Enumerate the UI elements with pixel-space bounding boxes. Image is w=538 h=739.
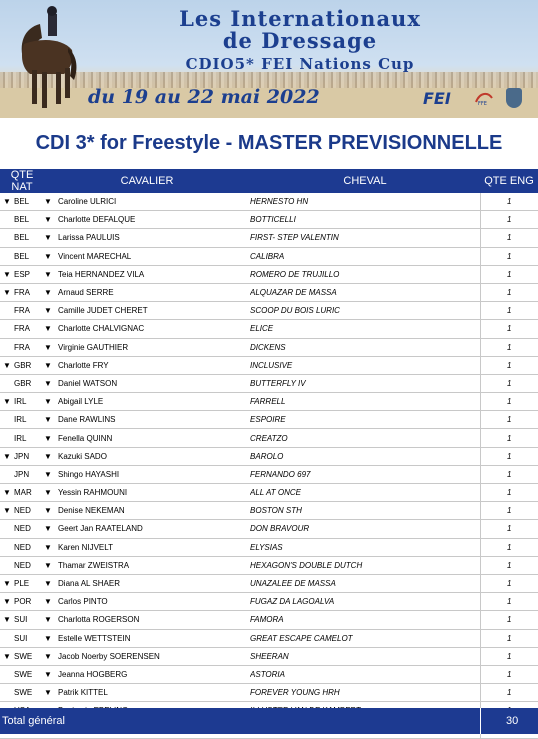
horse-cell: ALQUAZAR DE MASSA bbox=[250, 283, 480, 301]
nation-toggle-cell bbox=[0, 283, 14, 301]
rider-cell bbox=[44, 193, 250, 211]
table-row bbox=[0, 320, 538, 338]
horse-cell: FOREVER YOUNG HRH bbox=[250, 684, 480, 702]
horse-cell: ELICE bbox=[250, 320, 480, 338]
table-row bbox=[0, 593, 538, 611]
rider-cell bbox=[44, 611, 250, 629]
expand-triangle-icon[interactable]: ▼ bbox=[44, 415, 52, 425]
nation-toggle-cell bbox=[0, 193, 14, 211]
nation-toggle-cell bbox=[0, 538, 14, 556]
rider-cell bbox=[44, 320, 250, 338]
expand-triangle-icon[interactable]: ▼ bbox=[44, 469, 52, 479]
nation-toggle-cell bbox=[0, 629, 14, 647]
table-row bbox=[0, 520, 538, 538]
horse-cell: ELYSIAS bbox=[250, 538, 480, 556]
rider-cell bbox=[44, 538, 250, 556]
rider-cell bbox=[44, 247, 250, 265]
nation-cell: NED bbox=[14, 556, 44, 574]
nation-toggle-cell bbox=[0, 484, 14, 502]
rider-name: Denise NEKEMAN bbox=[58, 506, 125, 516]
rider-name: Caroline ULRICI bbox=[58, 197, 117, 207]
expand-triangle-icon[interactable]: ▼ bbox=[44, 542, 52, 552]
qte-eng-cell: 1 bbox=[480, 393, 538, 411]
nation-toggle-cell bbox=[0, 465, 14, 483]
nation-toggle-cell bbox=[0, 593, 14, 611]
event-banner bbox=[0, 0, 538, 118]
expand-triangle-icon[interactable]: ▼ bbox=[3, 651, 11, 661]
rider-name: Karen NIJVELT bbox=[58, 542, 113, 552]
expand-triangle-icon[interactable]: ▼ bbox=[3, 397, 11, 407]
table-row bbox=[0, 356, 538, 374]
expand-triangle-icon[interactable]: ▼ bbox=[44, 397, 52, 407]
nation-toggle-cell bbox=[0, 556, 14, 574]
table-row bbox=[0, 211, 538, 229]
nation-toggle-cell bbox=[0, 447, 14, 465]
horse-cell: BAROLO bbox=[250, 447, 480, 465]
rider-name: Camille JUDET CHERET bbox=[58, 306, 148, 316]
qte-eng-cell: 1 bbox=[480, 356, 538, 374]
nation-toggle-cell bbox=[0, 574, 14, 592]
total-value: 30 bbox=[506, 715, 519, 727]
qte-eng-cell: 1 bbox=[480, 629, 538, 647]
expand-triangle-icon[interactable]: ▼ bbox=[44, 506, 52, 516]
rider-name: Larissa PAULUIS bbox=[58, 233, 120, 243]
expand-triangle-icon[interactable]: ▼ bbox=[44, 560, 52, 570]
qte-eng-cell: 1 bbox=[480, 302, 538, 320]
nation-cell: IRL bbox=[14, 411, 44, 429]
horse-cell: UNAZALEE DE MASSA bbox=[250, 574, 480, 592]
horse-cell: CALIBRA bbox=[250, 247, 480, 265]
table-row bbox=[0, 647, 538, 665]
nation-toggle-cell bbox=[0, 429, 14, 447]
nation-toggle-cell bbox=[0, 665, 14, 683]
nation-toggle-cell bbox=[0, 356, 14, 374]
nation-cell: SWE bbox=[14, 647, 44, 665]
horse-cell: GREAT ESCAPE CAMELOT bbox=[250, 629, 480, 647]
entries-table-body bbox=[0, 193, 538, 738]
expand-triangle-icon[interactable]: ▼ bbox=[44, 633, 52, 643]
horse-cell: SCOOP DU BOIS LURIC bbox=[250, 302, 480, 320]
qte-eng-cell: 1 bbox=[480, 247, 538, 265]
expand-triangle-icon[interactable]: ▼ bbox=[3, 360, 11, 370]
table-row bbox=[0, 302, 538, 320]
table-row bbox=[0, 411, 538, 429]
expand-triangle-icon[interactable]: ▼ bbox=[44, 360, 52, 370]
nation-toggle-cell bbox=[0, 211, 14, 229]
horse-cell: BUTTERFLY IV bbox=[250, 374, 480, 392]
rider-name: Diana AL SHAER bbox=[58, 579, 120, 589]
qte-eng-cell: 1 bbox=[480, 574, 538, 592]
nation-toggle-cell bbox=[0, 265, 14, 283]
qte-eng-cell: 1 bbox=[480, 283, 538, 301]
table-row bbox=[0, 484, 538, 502]
qte-eng-cell: 1 bbox=[480, 556, 538, 574]
nation-toggle-cell bbox=[0, 320, 14, 338]
expand-triangle-icon[interactable]: ▼ bbox=[3, 615, 11, 625]
horse-cell: INCLUSIVE bbox=[250, 356, 480, 374]
qte-eng-cell: 1 bbox=[480, 647, 538, 665]
nation-cell: SWE bbox=[14, 684, 44, 702]
nation-cell: BEL bbox=[14, 229, 44, 247]
horse-cell: BOTTICELLI bbox=[250, 211, 480, 229]
nation-toggle-cell bbox=[0, 374, 14, 392]
rider-cell bbox=[44, 229, 250, 247]
expand-triangle-icon[interactable]: ▼ bbox=[3, 506, 11, 516]
expand-triangle-icon[interactable]: ▼ bbox=[44, 597, 52, 607]
expand-triangle-icon[interactable]: ▼ bbox=[44, 251, 52, 261]
nation-toggle-cell bbox=[0, 393, 14, 411]
expand-triangle-icon[interactable]: ▼ bbox=[44, 433, 52, 443]
banner-title-line-2: de Dressage bbox=[222, 28, 378, 53]
ffe-logo bbox=[474, 90, 494, 106]
nation-toggle-cell bbox=[0, 647, 14, 665]
qte-eng-cell: 1 bbox=[480, 374, 538, 392]
rider-name: Charlotte DEFALQUE bbox=[58, 215, 136, 225]
expand-triangle-icon[interactable]: ▼ bbox=[44, 451, 52, 461]
table-row bbox=[0, 684, 538, 702]
rider-cell bbox=[44, 593, 250, 611]
banner-subtitle: CDIO5* FEI Nations Cup bbox=[185, 55, 415, 73]
nation-toggle-cell bbox=[0, 411, 14, 429]
qte-eng-cell: 1 bbox=[480, 593, 538, 611]
horse-cell: ASTORIA bbox=[250, 665, 480, 683]
rider-name: Fenella QUINN bbox=[58, 433, 113, 443]
total-label: Total général bbox=[2, 715, 65, 727]
rider-cell bbox=[44, 302, 250, 320]
rider-name: Dane RAWLINS bbox=[58, 415, 116, 425]
table-row bbox=[0, 574, 538, 592]
footer-divider bbox=[480, 708, 481, 734]
rider-name: Jacob Noerby SOERENSEN bbox=[58, 651, 160, 661]
nation-cell: GBR bbox=[14, 374, 44, 392]
nation-cell: POR bbox=[14, 593, 44, 611]
qte-eng-cell: 1 bbox=[480, 411, 538, 429]
column-header-cavalier: CAVALIER bbox=[44, 169, 250, 193]
table-row bbox=[0, 247, 538, 265]
nation-cell: FRA bbox=[14, 320, 44, 338]
rider-cell bbox=[44, 684, 250, 702]
nation-cell: JPN bbox=[14, 465, 44, 483]
expand-triangle-icon[interactable]: ▼ bbox=[44, 342, 52, 352]
rider-cell bbox=[44, 338, 250, 356]
qte-eng-cell: 1 bbox=[480, 193, 538, 211]
nation-toggle-cell bbox=[0, 684, 14, 702]
table-row bbox=[0, 393, 538, 411]
column-header-qte-eng: QTE ENG bbox=[480, 169, 538, 193]
nation-cell: MAR bbox=[14, 484, 44, 502]
qte-eng-cell: 1 bbox=[480, 465, 538, 483]
table-row bbox=[0, 374, 538, 392]
rider-cell bbox=[44, 647, 250, 665]
horse-cell: CREATZO bbox=[250, 429, 480, 447]
horse-cell: FAMORA bbox=[250, 611, 480, 629]
qte-eng-cell: 1 bbox=[480, 538, 538, 556]
nation-cell: FRA bbox=[14, 283, 44, 301]
rider-name: Patrik KITTEL bbox=[58, 688, 108, 698]
expand-triangle-icon[interactable]: ▼ bbox=[3, 488, 11, 498]
nation-toggle-cell bbox=[0, 338, 14, 356]
rider-cell bbox=[44, 374, 250, 392]
nation-toggle-cell bbox=[0, 229, 14, 247]
qte-eng-cell: 1 bbox=[480, 502, 538, 520]
rider-cell bbox=[44, 447, 250, 465]
horse-cell: FERNANDO 697 bbox=[250, 465, 480, 483]
rider-name: Geert Jan RAATELAND bbox=[58, 524, 143, 534]
table-row bbox=[0, 429, 538, 447]
nation-cell: ESP bbox=[14, 265, 44, 283]
horse-cell: BOSTON STH bbox=[250, 502, 480, 520]
nation-cell: NED bbox=[14, 502, 44, 520]
entries-table bbox=[0, 169, 538, 739]
expand-triangle-icon[interactable]: ▼ bbox=[44, 651, 52, 661]
rider-name: Abigail LYLE bbox=[58, 397, 104, 407]
nation-cell: SWE bbox=[14, 665, 44, 683]
nation-cell: IRL bbox=[14, 429, 44, 447]
rider-cell bbox=[44, 574, 250, 592]
column-header-cheval: CHEVAL bbox=[250, 169, 480, 193]
rider-name: Charlotta ROGERSON bbox=[58, 615, 140, 625]
expand-triangle-icon[interactable]: ▼ bbox=[44, 688, 52, 698]
expand-triangle-icon[interactable]: ▼ bbox=[44, 288, 52, 298]
rider-name: Shingo HAYASHI bbox=[58, 469, 120, 479]
nation-cell: FRA bbox=[14, 338, 44, 356]
rider-name: Jeanna HOGBERG bbox=[58, 669, 128, 679]
expand-triangle-icon[interactable]: ▼ bbox=[3, 288, 11, 298]
rider-cell bbox=[44, 502, 250, 520]
rider-name: Virginie GAUTHIER bbox=[58, 342, 129, 352]
nation-cell: NED bbox=[14, 520, 44, 538]
expand-triangle-icon[interactable]: ▼ bbox=[3, 597, 11, 607]
nation-toggle-cell bbox=[0, 502, 14, 520]
expand-triangle-icon[interactable]: ▼ bbox=[44, 524, 52, 534]
rider-cell bbox=[44, 265, 250, 283]
rider-cell bbox=[44, 520, 250, 538]
rider-cell bbox=[44, 556, 250, 574]
rider-cell bbox=[44, 356, 250, 374]
rider-name: Arnaud SERRE bbox=[58, 288, 114, 298]
qte-eng-cell: 1 bbox=[480, 229, 538, 247]
rider-name: Charlotte CHALVIGNAC bbox=[58, 324, 145, 334]
expand-triangle-icon[interactable]: ▼ bbox=[44, 306, 52, 316]
expand-triangle-icon[interactable]: ▼ bbox=[3, 269, 11, 279]
expand-triangle-icon[interactable]: ▼ bbox=[44, 324, 52, 334]
expand-triangle-icon[interactable]: ▼ bbox=[44, 615, 52, 625]
rider-name: Charlotte FRY bbox=[58, 360, 109, 370]
qte-eng-cell: 1 bbox=[480, 684, 538, 702]
horse-cell: HERNESTO HN bbox=[250, 193, 480, 211]
rider-cell bbox=[44, 665, 250, 683]
sponsor-badge-icon bbox=[506, 88, 522, 108]
rider-cell bbox=[44, 429, 250, 447]
nation-toggle-cell bbox=[0, 302, 14, 320]
rider-name: Vincent MARECHAL bbox=[58, 251, 132, 261]
banner-title-line-1: Les Internationaux bbox=[179, 6, 421, 31]
table-row bbox=[0, 665, 538, 683]
nation-cell: GBR bbox=[14, 356, 44, 374]
qte-eng-cell: 1 bbox=[480, 484, 538, 502]
table-row bbox=[0, 629, 538, 647]
qte-eng-cell: 1 bbox=[480, 520, 538, 538]
expand-triangle-icon[interactable]: ▼ bbox=[44, 269, 52, 279]
rider-name: Yessin RAHMOUNI bbox=[58, 488, 128, 498]
expand-triangle-icon[interactable]: ▼ bbox=[44, 197, 52, 207]
nation-cell: SUI bbox=[14, 611, 44, 629]
horse-cell: FARRELL bbox=[250, 393, 480, 411]
table-row bbox=[0, 229, 538, 247]
table-row bbox=[0, 338, 538, 356]
rider-cell bbox=[44, 211, 250, 229]
nation-cell: JPN bbox=[14, 447, 44, 465]
column-header-qte-nat: QTE NAT bbox=[0, 169, 44, 193]
nation-cell: BEL bbox=[14, 211, 44, 229]
qte-eng-cell: 1 bbox=[480, 265, 538, 283]
qte-eng-cell: 1 bbox=[480, 211, 538, 229]
qte-eng-cell: 1 bbox=[480, 447, 538, 465]
nation-cell: BEL bbox=[14, 247, 44, 265]
expand-triangle-icon[interactable]: ▼ bbox=[3, 451, 11, 461]
nation-toggle-cell bbox=[0, 520, 14, 538]
qte-eng-cell: 1 bbox=[480, 611, 538, 629]
table-row bbox=[0, 556, 538, 574]
horse-cell: DON BRAVOUR bbox=[250, 520, 480, 538]
qte-eng-cell: 1 bbox=[480, 429, 538, 447]
horse-cell: ROMERO DE TRUJILLO bbox=[250, 265, 480, 283]
horse-cell: ESPOIRE bbox=[250, 411, 480, 429]
rider-cell bbox=[44, 283, 250, 301]
table-row bbox=[0, 465, 538, 483]
expand-triangle-icon[interactable]: ▼ bbox=[44, 669, 52, 679]
qte-eng-cell: 1 bbox=[480, 320, 538, 338]
table-row bbox=[0, 538, 538, 556]
ffe-logo-text: FFE bbox=[478, 101, 487, 106]
nation-cell: IRL bbox=[14, 393, 44, 411]
table-header-row bbox=[0, 169, 538, 193]
rider-name: Teia HERNANDEZ VILA bbox=[58, 269, 145, 279]
qte-eng-cell: 1 bbox=[480, 338, 538, 356]
horse-cell: ALL AT ONCE bbox=[250, 484, 480, 502]
nation-cell: FRA bbox=[14, 302, 44, 320]
nation-cell: PLE bbox=[14, 574, 44, 592]
expand-triangle-icon[interactable]: ▼ bbox=[44, 579, 52, 589]
horse-cell: DICKENS bbox=[250, 338, 480, 356]
rider-name: Daniel WATSON bbox=[58, 378, 118, 388]
rider-name: Estelle WETTSTEIN bbox=[58, 633, 131, 643]
fei-logo: FEI bbox=[423, 89, 451, 108]
horse-cell: SHEERAN bbox=[250, 647, 480, 665]
nation-cell: NED bbox=[14, 538, 44, 556]
expand-triangle-icon[interactable]: ▼ bbox=[44, 233, 52, 243]
expand-triangle-icon[interactable]: ▼ bbox=[3, 197, 11, 207]
expand-triangle-icon[interactable]: ▼ bbox=[44, 215, 52, 225]
rider-name: Kazuki SADO bbox=[58, 451, 107, 461]
rider-name: Thamar ZWEISTRA bbox=[58, 560, 130, 570]
nation-toggle-cell bbox=[0, 247, 14, 265]
table-row bbox=[0, 283, 538, 301]
expand-triangle-icon[interactable]: ▼ bbox=[44, 378, 52, 388]
table-row bbox=[0, 611, 538, 629]
rider-cell bbox=[44, 629, 250, 647]
table-row bbox=[0, 447, 538, 465]
horse-cell: HEXAGON'S DOUBLE DUTCH bbox=[250, 556, 480, 574]
horse-cell: FUGAZ DA LAGOALVA bbox=[250, 593, 480, 611]
total-footer bbox=[0, 708, 538, 734]
rider-cell bbox=[44, 411, 250, 429]
rider-cell bbox=[44, 465, 250, 483]
nation-cell: SUI bbox=[14, 629, 44, 647]
horse-cell: FIRST- STEP VALENTIN bbox=[250, 229, 480, 247]
table-row bbox=[0, 193, 538, 211]
table-row bbox=[0, 265, 538, 283]
page-title: CDI 3* for Freestyle - MASTER PREVISIONNELLE bbox=[35, 132, 503, 154]
rider-cell bbox=[44, 393, 250, 411]
table-row bbox=[0, 502, 538, 520]
expand-triangle-icon[interactable]: ▼ bbox=[3, 579, 11, 589]
banner-dates: du 19 au 22 mai 2022 bbox=[88, 86, 320, 108]
rider-name: Carlos PINTO bbox=[58, 597, 108, 607]
nation-toggle-cell bbox=[0, 611, 14, 629]
nation-cell: BEL bbox=[14, 193, 44, 211]
qte-eng-cell: 1 bbox=[480, 665, 538, 683]
rider-cell bbox=[44, 484, 250, 502]
expand-triangle-icon[interactable]: ▼ bbox=[44, 488, 52, 498]
